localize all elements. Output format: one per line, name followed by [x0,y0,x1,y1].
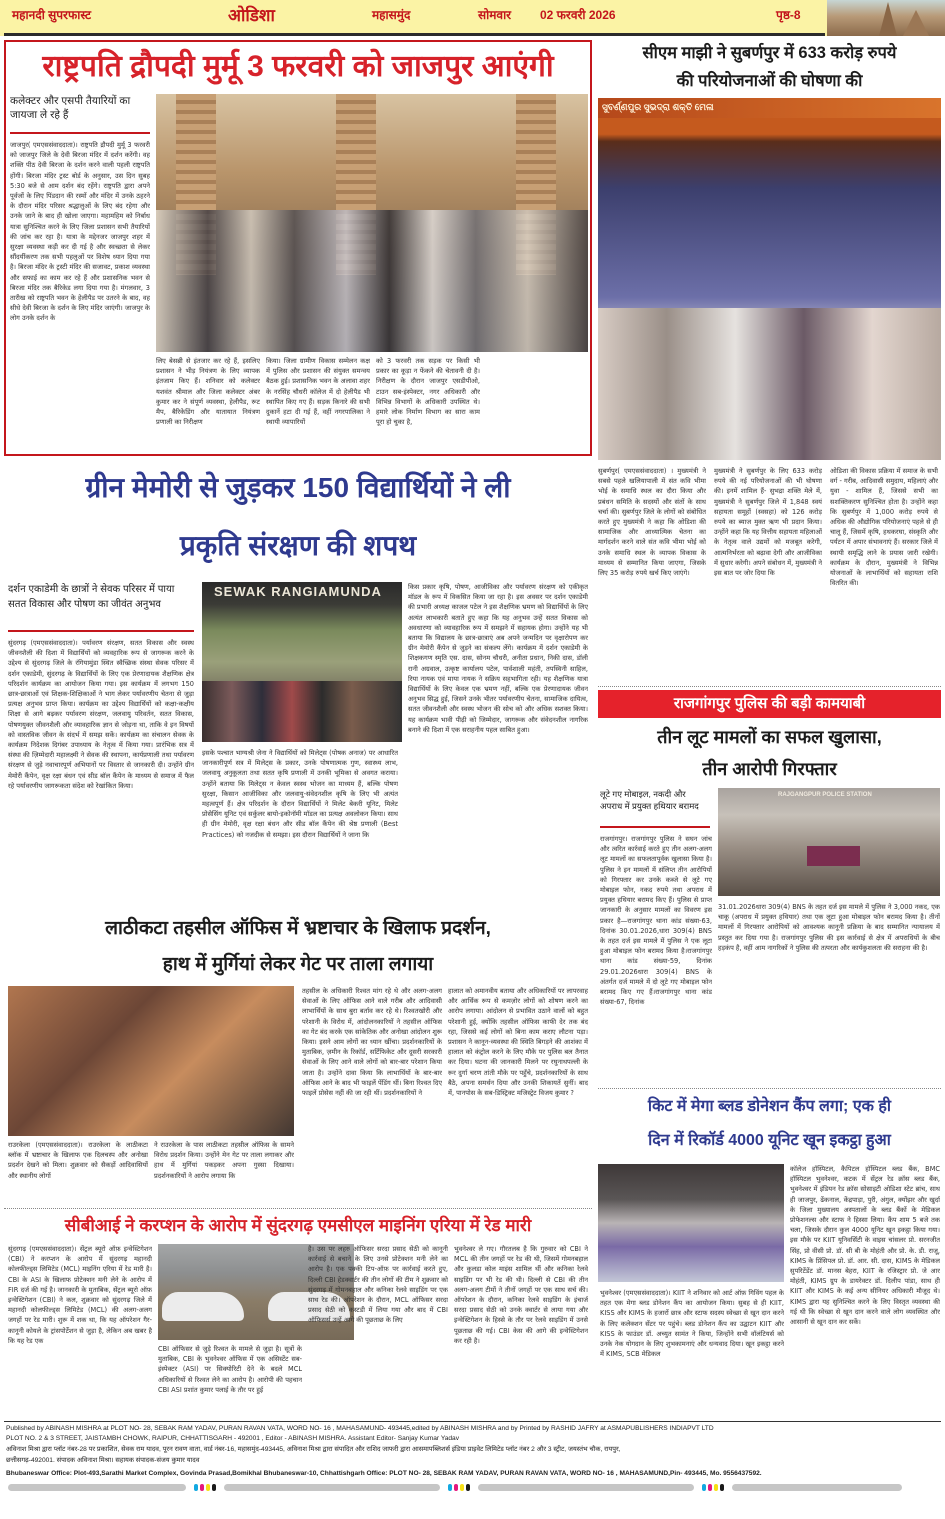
masthead [0,0,945,36]
police-press-photo [718,788,940,896]
sewak-campus-photo [202,582,402,742]
story-column: मुख्यमंत्री ने सुबर्णपुर के लिए 633 करोड़ रुपये की नई परियोजनाओं की भी घोषणा की। इनमें शामिल हैं- सुभद्रा शक्ति मेले में, मुख्यमंत्री ने सुबर्णपुर जिले में 1,848 स्वयं सहायता समूहों (स्वसहा) को 126 करोड़ रुपये का ब्याज मुक्त ऋण भी प्रदान किया। उन्होंने कहा कि यह वित्तीय सहायता महिलाओं के नेतृत्व वाले उद्यमों को मजबूत करेगी, आत्मनिर्भरता को बढ़ावा देगी और आजीविका में सुधार करेगी। अपने संबोधन में, मुख्यमंत्री ने इस बात पर जोर दिया कि [714,467,822,578]
story-column: कॉलेज हॉस्पिटल, कैपिटल हॉस्पिटल ब्लड बैंक, BMC हॉस्पिटल भुवनेश्वर, कटक में सेंट्रल रेड क्रॉस ब्लड बैंक, भुवनेश्वर में इंडियन रेड क्रॉस सोसाइटी ओडिशा स्टेट ब्रांच, साथ ही जाजपुर, ढेंकनाल, केंद्रपाड़ा, पुरी, अंगुल, क्योंझर और खुर्दा के जिला मुख्यालय अस्पतालों के ब्लड बैंकों के मेडिकल प्रोफेशनल्स और स्टाफ ने हिस्सा लिया। कैंप शाम 5 बजे तक चला, जिसके दौरान कुल 4000 यूनिट खून इकट्ठा किया गया। इस मौके पर KIIT यूनिवर्सिटी के वाइस चांसलर प्रो. सरनजीत सिंह, प्रो वीसी प्रो. डॉ. सी बी के मोहंती और प्रो. के. डी. राजू, KIMS के प्रिंसिपल प्रो. डॉ. आर. सी. दास, KIMS के मेडिकल सुपरिटेंडेंट डॉ. मानस बेहरा, KIIT के रजिस्ट्रार प्रो. जे आर मोहंती, KIMS ग्रुप के डायरेक्टर डॉ. दिलीप पांडा, साथ ही KIIT और KIMS के कई अन्य सीनियर अधिकारी मौजूद थे। KIMS द्वारा यह सुनिश्चित करने के लिए विस्तृत व्यवस्था की गई थी कि स्वेच्छा से खून दान करने वाले लोग व्यवस्थित और आसानी से खून दान कर सकें। [790,1165,940,1327]
edition-city: महासमुंद [372,8,411,22]
story-rajgangpur-police [598,690,941,1082]
registration-bar [224,1484,440,1491]
print-registration-strip [8,1484,936,1491]
story-headline: राष्ट्रपति द्रौपदी मुर्मू 3 फरवरी को जाजपुर आएंगी [42,50,554,83]
cm-event-photo [598,98,941,460]
story-headline-line1: लाठीकटा तहसील ऑफिस में भ्रष्टाचार के खिलाफ प्रदर्शन, [105,918,491,939]
story-headline-line1: ग्रीन मेमोरी से जुड़कर 150 विद्यार्थियों ने ली [85,472,511,503]
story-cm-subarnapur [598,40,941,680]
photo-banner-text: ସୁବର୍ଣ୍ଣପୁର ସୁଭଦ୍ରା ଶକ୍ତି ମେଳା [602,102,714,112]
story-column: हालात को अमानवीय बताया और अधिकारियों पर लापरवाह और आर्थिक रूप से कमज़ोर लोगों को शोषण करने का आरोप लगाया। आंदोलन से प्रभावित उठाने वालों को बहुत परेशानी हुई, क्योंकि तहसील ऑफिस काफी देर तक बंद रहा, जिससे कई लोगों को बिना काम कराए लौटना पड़ा। प्रशासन ने कानून-व्यवस्था की स्थिति बिगड़ने की आशंका में हालात को कंट्रोल करने के लिए मौके पर पुलिस बल तैनात कर दिया। घटना की जानकारी मिलने पर रघुनाथपल्ली के रूर दुर्गा चरण तांती मौके पर पहुँचे, प्रदर्शनकारियों के साथ बैठे, अपना समर्थन दिया और उनकी शिकायतें सुनीं। बाद में, पानपोस के सब-डिस्ट्रिक्ट मजिस्ट्रेट विजय कुमार ? [448,987,588,1098]
story-green-memory [4,460,592,910]
office-address: Bhubaneswar Office: Plot-493,Sarathi Market Complex, Govinda Prasad,Bomikhal Bhubaneswar-10, Chhattishgarh Office: PLOT NO- 28, SEBAK RAM YADAV, PURAN RAVAN VATA, WORD NO- 16 , MAHASAMUND,Pin- 493445, Mo. 9556437592. [6,1470,762,1477]
story-column: लिए बेसब्री से इंतजार कर रहे हैं, इसलिए प्रशासन ने भीड़ नियंत्रण के लिए व्यापक इंतजाम किए हैं। शनिवार को कलेक्टर यशवंत श्रीमाल और जिला कलेक्टर अंबर कुमार कर ने संपूर्ण व्यवस्था, हेलीपैड, रूट मैप, बैरिकेडिंग और यातायात नियंत्रण प्रणाली का निरीक्षण [156,357,260,427]
story-kicker: राजगांगपुर पुलिस की बड़ी कामयाबी [598,690,941,718]
divider [4,1208,592,1209]
story-column: CBI ऑफिसर से जुड़े रिश्वत के मामले से जुड़ा है। सूत्रों के मुताबिक, CBI के भुवनेश्वर ऑफिस में एक असिस्टेंट सब-इंस्पेक्टर (ASI) पर सिक्योरिटी देने के बदले MCL अधिकारियों से रिश्वत लेने का आरोप है। आरोपी की पहचान CBI ASI प्रशांत कुमार पलाई के तौर पर हुई [158,1345,302,1394]
story-column: सुंदरगढ़ (एमएससंवाददाता)। सेंट्रल ब्यूरो ऑफ़ इन्वेस्टिगेशन (CBI) ने करप्शन के आरोप में सुंदरगढ़ महानदी कोलफील्ड्स लिमिटेड (MCL) माइनिंग एरिया में रेड मारी है। CBI के ASI के खिलाफ प्रोटेक्शन मनी लेने के आरोप में FIR दर्ज की गई है। जानकारी के मुताबिक, सेंट्रल ब्यूरो ऑफ़ इन्वेस्टिगेशन (CBI) ने कल, शुक्रवार को सुंदरगढ़ जिले में महानदी कोलफील्ड्स लिमिटेड (MCL) की अलग-अलग जगहों पर रेड मारी। शुरू में शक था, कि यह ऑपरेशन गैर-कानूनी कोयले के ट्रांसपोर्टेशन से जुड़ा है, लेकिन अब खबर है कि यह रेड एक [8,1245,152,1345]
photo-sign-text: RAJGANGPUR POLICE STATION [778,792,872,798]
page-number: पृष्ठ-8 [776,8,801,22]
imprint-line: छत्तीसगढ़-492001. संपादक अविनाश मिश्रा। सहायक संपादक-संजय कुमार यादव [6,1457,200,1464]
story-headline-line2: हाथ में मुर्गियां लेकर गेट पर ताला लगाया [162,954,434,975]
story-column: किया। जिला ग्रामीण विकास सम्मेलन कक्ष में पुलिस और प्रशासन की संयुक्त समन्वय बैठक हुई। प्रशासनिक भवन के अलावा शहर के नरसिंह चौधरी कॉलेज में दो हेलीपैड भी स्थापित किए गए हैं। सड़क किनारे की सभी दुकानें हटा दी गई हैं, वहीं नगरपालिका ने स्थायी व्यापारियों [266,357,370,427]
edition-date: 02 फरवरी 2026 [540,8,616,22]
cmyk-dots [448,1484,470,1491]
story-column: राउरकेला (एमएससंवाददाता)। राउरकेला के लाठीकटा ब्लॉक में भ्रष्टाचार के खिलाफ एक दिलचस्प और अनोखा प्रदर्शन देखने को मिला। शुक्रवार को सैकड़ों आदिवासियों और स्थानीय लोगों [8,1141,148,1180]
photo-sign-text: SEWAK RANGIAMUNDA [214,584,382,599]
story-column: 31.01.2026धारा 309(4) BNS के तहत दर्ज इस मामले में पुलिस ने 3,000 नकद, एक चाकू (अपराध में प्रयुक्त हथियार) तथा एक लूटा हुआ मोबाइल फोन बरामद किया है। तीनों मामलों में गिरफ्तार आरोपियों को आवश्यक कानूनी प्रक्रिया के बाद सम्मानित न्यायालय में प्रस्तुत कर दिया गया है। राजगांगपुर पुलिस की इस कार्रवाई से क्षेत्र में अपराधियों के बीच हड़कंप है, वहीं आम नागरिकों ने पुलिस की तत्परता और कार्यकुशलता की सराहना की है। [718,903,940,952]
story-cbi-raid [4,1210,592,1418]
story-headline-line2: तीन आरोपी गिरफ्तार [702,759,837,779]
story-headline-line1: तीन लूट मामलों का सफल खुलासा, [657,727,882,747]
story-column: है। उस पर लहरु ऑफिसर सरदा प्रसाद सेठी को कानूनी कार्रवाई से बचाने के लिए उनसे प्रोटेक्शन मनी लेने का आरोप है। एक पक्की टिप-ऑफ़ पर कार्रवाई करते हुए, दिल्ली CBI हेडक्वार्टर की तीन लोगों की टीम ने शुक्रवार को सुंदरगढ़ में गोमनबहाल और कनिका रेलवे साइडिंग पर एक साथ रेड की। ऑपरेशन के दौरान, MCL ऑफिसर सरदा प्रसाद सेठी को कस्टडी में लिया गया और बाद में CBI ऑफिसर्स उन्हें आगे की पूछताछ के लिए [308,1245,448,1325]
story-column: सुंदरगढ़ (एमएससंवाददाता)। पर्यावरण संरक्षण, सतत विकास और स्वस्थ जीवनशैली की दिशा में विद्यार्थियों को व्यवहारिक रूप से जागरूक करने के उद्देश्य से सुंदरगढ़ जिले के रंगियामुंडा स्थित स्वैच्छिक संस्था सेवक परिसर में दर्शन एकाडेमी, सुंदरगढ़ के विद्यार्थियों के लिए एक प्रेरणादायक शैक्षणिक क्षेत्र परिदर्शन कार्यक्रम का आयोजन किया गया। इस कार्यक्रम में लगभग 150 छात्र-छात्राओं एवं शिक्षक-शिक्षिकाओं ने भाग लेकर पर्यावरणीय चेतना से जुड़ा प्रत्यक्ष अनुभव प्राप्त किया। कार्यक्रम का उद्देश्य विद्यार्थियों को कक्षा-कक्षीय शिक्षा से आगे बढ़कर पर्यावरण संरक्षण, जलवायु परिवर्तन, सतत विकास, पोषणयुक्त जीवनशैली और व्यावहारिक ज्ञान से जोड़ना था, ताकि वे इन विषयों को वास्तविक जीवन के संदर्भ में समझ सकें। कार्यक्रम का संचालन सेवक के कार्यक्रम निदेशक दिगंबर उपाध्याय के नेतृत्व में किया गया। प्रारंभिक सत्र में संस्था की ज़िम्मेदारी महालक्ष्मी ने सेवक की स्थापना, कार्यप्रणाली तथा पर्यावरण संरक्षण से जुड़े नवाचारपूर्ण अभियानों पर विस्तार से जानकारी दी। उन्होंने ग्रीन मेमोरी कैंपेन, वृक्ष रक्षा बंधन एवं सीड बॉल कैंपेन के माध्यम से समाज में फैल रहे पर्यावरणीय जागरूकता संदेश को रेखांकित किया। [8,639,194,790]
story-subheadline: कलेक्टर और एसपी तैयारियों का जायजा ले रहे हैं [10,94,150,134]
divider [598,1088,941,1089]
registration-bar [732,1484,902,1491]
paper-name: महानदी सुपरफास्ट [12,8,92,22]
story-headline-line2: दिन में रिकॉर्ड 4000 यूनिट खून इकट्ठा हुआ [648,1132,891,1149]
story-subheadline: दर्शन एकाडेमी के छात्रों ने सेवक परिसर में पाया सतत विकास और पोषण का जीवंत अनुभव [8,582,194,632]
story-column: को 3 फरवरी तक सड़क पर किसी भी प्रकार का कूड़ा न फेंकने की चेतावनी दी है। निरीक्षण के दौरान जाजपुर एसडीपीओ, टाउन सब-इंस्पेक्टर, नगर अधिकारी और विभिन्न विभागों के अधिकारी उपस्थित थे। हमारे लोक निर्माण विभाग का सारा काम पूरा हो चुका है, [376,357,480,427]
imprint-line: Published by ABINASH MISHRA at PLOT NO- 28, SEBAK RAM YADAV, PURAN RAVAN VATA, WORD NO- 16 , MAHASAMUND- 493445,edited by ABINASH MISHRA and by Printed by RASHID JAFRY at ASMAPUBLISHERS INDIAPVT LTD [6,1425,714,1432]
edition-day: सोमवार [478,8,512,22]
temple-visit-photo [156,94,588,352]
story-column: सुबर्णपुर( एमएससंवाददाता) । मुख्यमंत्री ने सबसे पहले खलियापाली में संत कवि भीमा भोई के समाधि स्थल का दौरा किया और प्रबंधन समिति के सदस्यों और संतों के साथ चर्चा की। सुबर्णपुर जिले के लोगों को संबोधित करते हुए मुख्यमंत्री ने कहा कि ओडिशा की सामाजिक और आध्यात्मिक चेतना का मार्गदर्शन करने वाले संत कवि भीमा भोई को उनके समाधि स्थल के व्यापक विकास के माध्यम से सम्मानित किया जाएगा, जिसके लिए 35 करोड़ रुपये खर्च किए जाएंगे। [598,467,706,578]
story-kiit-blood-donation [598,1090,941,1418]
masthead-rule [4,33,825,36]
story-column: किस प्रकार कृषि, पोषण, आजीविका और पर्यावरण संरक्षण को एकीकृत मॉडल के रूप में विकसित किया जा रहा है। इस अवसर पर दर्शन एकाडेमी की प्रभारी अध्यक्ष काजल पटेल ने इस शैक्षणिक भ्रमण को विद्यार्थियों के लिए अत्यंत लाभकारी बताते हुए कहा कि यह अनुभव उन्हें सतत विकास को अवधारणा को व्यावहारिक रूप में समझने में सहायक होगा। उन्होंने यह भी बताया कि विद्यालय के छात्र-छात्राएं अब अपने जन्मदिन पर वृक्षारोपण कर ग्रीन मेमोरी कैंपेन से जुड़ने का संकल्प लेंगे। कार्यक्रम में दर्शन एकाडेमी के शिक्षकगण स्मृति एस. दास, सोनम चौधरी, अनीता प्रधान, निकी दास, डॉली रानी अग्रवाल, उत्कृष्ट कार्यालय पटेल, पार्वशाली महंती, तपस्विनी साहिल, रिया नायक एवं माया नायक ने सक्रिय सहभागिता रही। यह शैक्षणिक यात्रा विद्यार्थियों के लिए केवल एक भ्रमण नहीं, बल्कि एक प्रेरणादायक जीवन अनुभव सिद्ध हुई, जिसने उनके भीतर पर्यावरणीय चेतना, सामाजिक दायित्व, सतत जीवनशैली और स्वस्थ भोजन की सोच को और अधिक सशक्त किया। यह कार्यक्रम भावी पीढ़ी को जिम्मेदार, जागरूक और संवेदनशील नागरिक बनाने की दिशा में एक सराहनीय पहल साबित हुआ। [408,583,588,734]
section-name: ओडिशा [228,6,275,25]
story-lathikata-protest [4,912,592,1204]
story-column: इसके पश्चात भाग्यश्री जेना ने विद्यार्थियों को मिलेट्स (पोषक अनाज) पर आधारित जानकारीपूर्ण सत्र में मिलेट्स के प्रकार, उनके पोषणात्मक गुण, स्वास्थ्य लाभ, जलवायु अनुकूलता तथा सतत कृषि प्रणाली में उनकी भूमिका से अवगत कराया। उन्होंने बताया कि मिलेट्स न केवल स्वस्थ भोजन का माध्यम हैं, बल्कि पोषण सुरक्षा, किसान आजीविका और जलवायु-संवेदनशील कृषि के लिए भी अत्यंत महत्वपूर्ण हैं। क्षेत्र परिदर्शन के दौरान विद्यार्थियों ने मिलेट बेकरी यूनिट, मिलेट प्रोसेसिंग यूनिट एवं सर्कुलर बायो-इकोनॉमी मॉडल का प्रत्यक्ष अवलोकन किया। साथ ही ग्रीन मेमोरी, वृक्ष रक्षा बंधन और सीड बॉल कैंपेन की श्रेष्ठ प्रणाली (Best Practices) को नजदीक से समझा। इस दौरान विद्यार्थियों ने जाना कि [202,749,398,839]
temple-photo [827,0,945,36]
story-column: राजगांगपुर। राजगांगपुर पुलिस ने सघन जांच और त्वरित कार्रवाई करते हुए तीन अलग-अलग लूट मामलों का सफलतापूर्वक खुलासा किया है। पुलिस ने इन मामलों में संलिप्त तीन आरोपियों को गिरफ्तार कर उनके कब्जे से लूटे गए मोबाइल फोन, नकद रुपये तथा अपराध में प्रयुक्त हथियार बरामद किए हैं। पुलिस से प्राप्त जानकारी के अनुसार मामलों का विवरण इस प्रकार है—राजगांगपुर थाना कांड संख्या-63, दिनांक 30.01.2026,धारा 309(4) BNS के तहत दर्ज इस मामले में पुलिस ने एक लूटा हुआ मोबाइल फोन बरामद किया है।राजगांगपुर थाना कांड संख्या-59, दिनांक 29.01.2026धारा 309(4) BNS के अंतर्गत दर्ज मामले में दो लूटे गए मोबाइल फोन बरामद किए गए हैं।राजगांगपुर थाना कांड संख्या-67, दिनांक [600,835,712,1007]
story-headline-line1: सीएम माझी ने सुबर्णपुर में 633 करोड़ रुपये [642,44,897,62]
story-column: भुवनेश्वर ले गए। गौरतलब है कि गुरुवार को CBI ने MCL की तीन जगहों पर रेड की थी, जिसमें गोमनबहाल और कुलडा कोल माइंस शामिल थीं और कनिका रेलवे साइडिंग पर भी रेड की थी। दिल्ली से CBI की तीन अलग-अलग टीमों ने तीनों जगहों पर एक साथ सर्च की। ऑपरेशन के दौरान, कनिका रेलवे साइडिंग के इंचार्ज सरदा प्रसाद सेठी को उनके क्वार्टर से लाया गया और इन्वेस्टिगेशन के हिस्से के तौर पर रेलवे साइडिंग में उनसे पूछताछ की गई। CBI केस की आगे की इन्वेस्टिगेशन कर रही है। [454,1245,588,1345]
story-headline-line2: की परियोजनाओं की घोषणा की [676,72,863,90]
story-column: ने राउरकेला के पास लाठीकटा तहसील ऑफिस के सामने विरोध प्रदर्शन किया। उन्होंने मेन गेट पर ताला लगाकर और हाथ में मुर्गियां पकड़कर अपना गुस्सा दिखाया। प्रदर्शनकारियों ने आरोप लगाया कि [154,1141,294,1180]
story-headline-line1: किट में मेगा ब्लड डोनेशन कैंप लगा; एक ही [647,1098,892,1115]
cmyk-dots [194,1484,216,1491]
story-headline: सीबीआई ने करप्शन के आरोप में सुंदरगढ़ एमसीएल माइनिंग एरिया में रेड मारी [64,1216,532,1235]
cmyk-dots [702,1484,724,1491]
blood-camp-photo [598,1164,784,1282]
imprint-line: PLOT NO. 2 & 3 STREET, JAISTAMBH CHOWK, RAIPUR, CHHATTISGARH - 492001 , Editor - ABINASH MISHRA. Assistant Editor- Sanjay Kumar Yadav [6,1435,460,1442]
protest-photo [8,986,294,1136]
story-president-visit [4,40,592,456]
imprint-line: अविनाश मिश्रा द्वारा प्लॉट नंबर-28 पर प्रकाशित, सेवक राम यादव, पूरन रावण वाता, वार्ड नंबर-16, महासमुंद-493445, अविनाश मिश्रा द्वारा संपादित और राशिद जाफरी द्वारा आसमापब्लिशर्स इंडिया प्राइवेट लिमिटेड प्लॉट नंबर 2 और 3 स्ट्रीट, जयस्तंभ चौक, रायपुर, [6,1446,621,1453]
story-column: तहसील के अधिकारी रिश्वत मांग रहे थे और अलग-अलग सेवाओं के लिए ऑफिस आने वाले गरीब और आदिवासी लाभार्थियों के साथ बुरा बर्ताव कर रहे थे। रिश्वतखोरी और परेशानी के विरोध में, आंदोलनकारियों ने तहसील ऑफिस का गेट बंद करके एक सांकेतिक और अनोखा आंदोलन शुरू किया। इसने आम लोगों का ध्यान खींचा। प्रदर्शनकारियों के मुताबिक, ज़मीन के रिकॉर्ड, सर्टिफिकेट और दूसरी सरकारी सेवाओं के लिए आने वाले लोगों को बार-बार परेशान किया जाता है। उन्होंने दावा किया कि लाभार्थियों के बार-बार ऑफिस आने के बाद भी फाइलें पेंडिंग थीं। बिना रिश्वत दिए फाइलें प्रोसेस नहीं की जा रही थीं। प्रदर्शनकारियों ने [302,987,442,1098]
divider [598,686,941,687]
registration-bar [478,1484,694,1491]
story-column: जाजपुर( एमएससंवाददाता)। राष्ट्रपति द्रौपदी मुर्मू 3 फरवरी को जाजपुर जिले के देवी बिरजा मंदिर में दर्शन करेंगी। वह शक्ति पीठ देवी बिरजा के दर्शन करने वाली पहली राष्ट्रपति होंगी। बिरजा मंदिर ट्रस्ट बोर्ड के अनुसार, उस दिन सुबह 5:30 बजे से आम दर्शन बंद रहेंगे। राष्ट्रपति द्वारा अपने पूर्वजों के लिए पिंडदान की रस्मों और मंदिर में उनके ठहरने के दौरान मंदिर परिसर श्रद्धालुओं के लिए बंद रहेगा और उनके जाने के बाद ही खोला जाएगा। महामहिम को निर्बाध यात्रा सुनिश्चित करने के लिए जिला प्रशासन सभी तैयारियों की जांच कर रहा है। यात्रा के मद्देनजर जाजपुर शहर में सुरक्षा व्यवस्था कड़ी कर दी गई है और स्वच्छता से लेकर सौंदर्यीकरण तक सभी पहलुओं पर विशेष ध्यान दिया गया है। बिरजा मंदिर के ट्रस्टी मंदिर की सजावट, प्रकाश व्यवस्था और सफाई का काम कर रहे हैं और प्रशासनिक भवन से बिरजा मंदिर तक बैरिकेड लगा दिया गया है। मंगलवार, 3 तारीख को राष्ट्रपति भवन के हेलीपैड पर उतरने के बाद, वह सीधे देवी बिरजा के दर्शन के लिए मंदिर जाएंगी। जाजपुर के लोग उनके दर्शन के [10,141,150,323]
story-headline-line2: प्रकृति संरक्षण की शपथ [179,530,417,561]
footer-rule [4,1421,941,1422]
registration-bar [8,1484,186,1491]
story-column: भुवनेश्वर (एमएससंवाददाता)। KIIT ने शनिवार को आर्ट ऑफ़ गिविंग पहल के तहत एक मेगा ब्लड डोनेशन कैंप का आयोजन किया। सुबह से ही KIIT, KISS और KIMS के हजारों छात्र और स्टाफ सदस्य स्वेच्छा से खून दान करने के लिए कलेक्शन सेंटर पर पहुंचे। ब्लड डोनेशन कैंप का उद्घाटन KIIT और KISS के फाउंडर डॉ. अच्युत सामंत ने किया, जिन्होंने सभी वॉलंटियर्स को उनके नेक योगदान के लिए शुभकामनाएं और धन्यवाद दिया। खून इकट्ठा करने में KIMS, SCB मेडिकल [600,1289,784,1359]
story-subheadline: लूटे गए मोबाइल, नकदी और अपराध में प्रयुक्त हथियार बरामद [600,788,710,828]
story-column: ओडिशा की विकास प्रक्रिया में समाज के सभी वर्ग - गरीब, आदिवासी समुदाय, महिलाएं और युवा - शामिल हैं, जिससे सभी का सशक्तिकरण सुनिश्चित होता है। उन्होंने कहा कि सुबर्णपुर में 1,000 करोड़ रुपये से अधिक की औद्योगिक परियोजनाएं पहले से ही चालू हैं, जिसमें कृषि, हथकरघा, संस्कृति और पर्यटन में अपार संभावनाएं हैं। सरकार जिले में स्थायी समृद्धि लाने के प्रयास जारी रखेगी। कार्यक्रम के दौरान, मुख्यमंत्री ने विभिन्न योजनाओं के लाभार्थियों को सहायता राशि वितरित की। [830,467,938,588]
